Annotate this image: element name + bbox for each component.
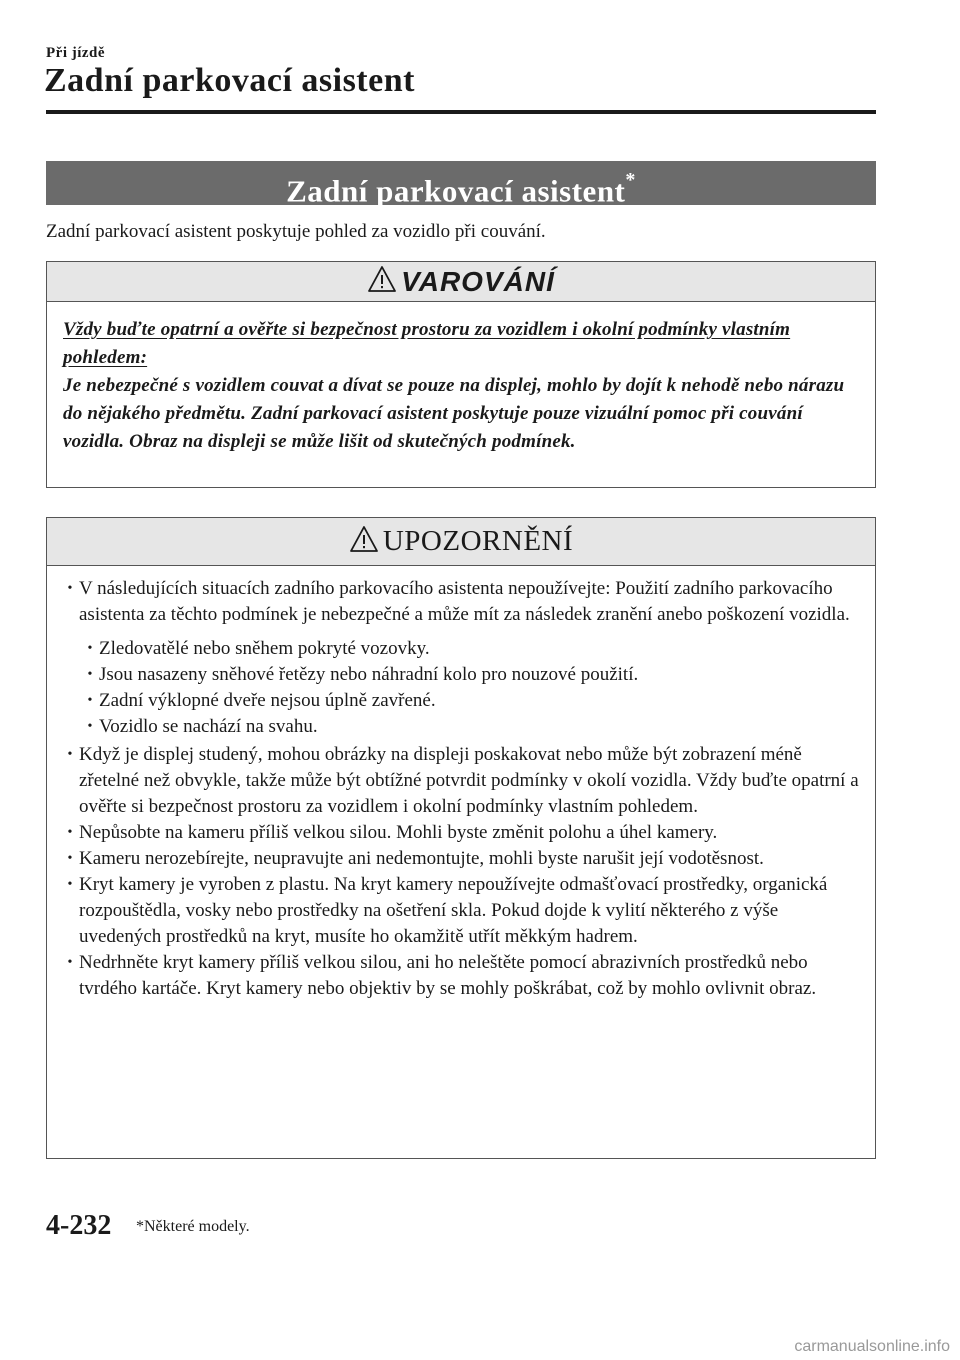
sub-list-item	[81, 636, 863, 662]
chapter-title: Zadní parkovací asistent	[44, 62, 415, 99]
bullet: •	[67, 877, 73, 892]
sub-list-item	[81, 714, 863, 740]
list-item-text: Když je displej studený, mohou obrázky na displeji poskakovat nebo může být zobrazení méně zřetelné než obvykle, takže může být obtížné potvrdit podmínky v okolí vozidla. Vždy buďte opatrní a ověřte si bezpečnost prostoru za vozidlem i okolní podmínky vlastním pohledem.	[79, 744, 859, 817]
list-item-text: Kryt kamery je vyroben z plastu. Na kryt kamery nepoužívejte odmašťovací prostředky, organická rozpouštědla, vosky nebo prostředky na ošetření skla. Pokud dojde k vylití některého z výše uvedených prostředků na kryt, musíte ho okamžitě utřít měkkým hadrem.	[79, 874, 828, 947]
list-item	[61, 950, 863, 1002]
page-number: 4-232	[46, 1210, 112, 1241]
intro-paragraph: Zadní parkovací asistent poskytuje pohled za vozidlo při couvání.	[46, 221, 546, 242]
list-item	[61, 576, 863, 628]
list-item	[61, 872, 863, 950]
bullet: •	[67, 825, 73, 840]
section-label: Při jízdě	[46, 45, 106, 61]
bullet: •	[67, 955, 73, 970]
bullet: •	[87, 719, 93, 734]
warning-text: Je nebezpečné s vozidlem couvat a dívat se pouze na displej, mohlo by dojít k nehodě nebo nárazu do nějakého předmětu. Zadní parkovací asistent poskytuje pouze vizuální pomoc při couvání vozidla. Obraz na displeji se může lišit od skutečných podmínek.	[63, 375, 845, 452]
footnote: *Některé modely.	[136, 1218, 250, 1235]
warning-triangle-icon	[367, 265, 397, 298]
list-item	[61, 846, 863, 872]
warning-header	[47, 262, 875, 302]
sub-list-item-text: Zadní výklopné dveře nejsou úplně zavřené.	[99, 690, 436, 711]
caution-header	[47, 518, 875, 566]
sub-list	[61, 636, 863, 740]
bullet: •	[87, 641, 93, 656]
caution-body	[47, 566, 875, 1002]
sub-list-item	[81, 688, 863, 714]
sub-list-item-text: Zledovatělé nebo sněhem pokryté vozovky.	[99, 638, 430, 659]
warning-title: VAROVÁNÍ	[401, 265, 555, 297]
bullet: •	[67, 581, 73, 596]
bullet: •	[67, 851, 73, 866]
bullet: •	[67, 747, 73, 762]
list-item	[61, 820, 863, 846]
bullet: •	[87, 667, 93, 682]
topic-title: Zadní parkovací asistent	[286, 173, 626, 209]
warning-box	[46, 261, 876, 488]
topic-title-bar	[46, 161, 876, 209]
warning-lead: Vždy buďte opatrní a ověřte si bezpečnost prostoru za vozidlem i okolní podmínky vlastním pohledem:	[63, 319, 791, 368]
watermark: carmanualsonline.info	[794, 1338, 950, 1355]
warning-body	[47, 302, 875, 456]
header-rule	[46, 110, 876, 114]
list-item-text: Nedrhněte kryt kamery příliš velkou silou, ani ho neleštěte pomocí abrazivních prostředků nebo tvrdého kartáče. Kryt kamery nebo objektiv by se mohly poškrábat, což by mohlo ovlivnit obraz.	[79, 952, 817, 999]
warning-triangle-icon	[349, 525, 379, 558]
list-item-text: Nepůsobte na kameru příliš velkou silou. Mohli byste změnit polohu a úhel kamery.	[79, 822, 718, 843]
list-item-text: Kameru nerozebírejte, neupravujte ani nedemontujte, mohli byste narušit její vodotěsnost.	[79, 848, 764, 869]
list-item	[61, 742, 863, 820]
sub-list-item	[81, 662, 863, 688]
sub-list-item-text: Jsou nasazeny sněhové řetězy nebo náhradní kolo pro nouzové použití.	[99, 664, 639, 685]
sub-list-item-text: Vozidlo se nachází na svahu.	[99, 716, 318, 737]
optional-feature-asterisk: *	[625, 169, 636, 191]
bullet: •	[87, 693, 93, 708]
caution-title: UPOZORNĚNÍ	[382, 525, 574, 557]
caution-box	[46, 517, 876, 1159]
list-item-text: V následujících situacích zadního parkovacího asistenta nepoužívejte: Použití zadního parkovacího asistenta za těchto podmínek je nebezpečné a může mít za následek zranění anebo poškození vozidla.	[79, 578, 850, 625]
